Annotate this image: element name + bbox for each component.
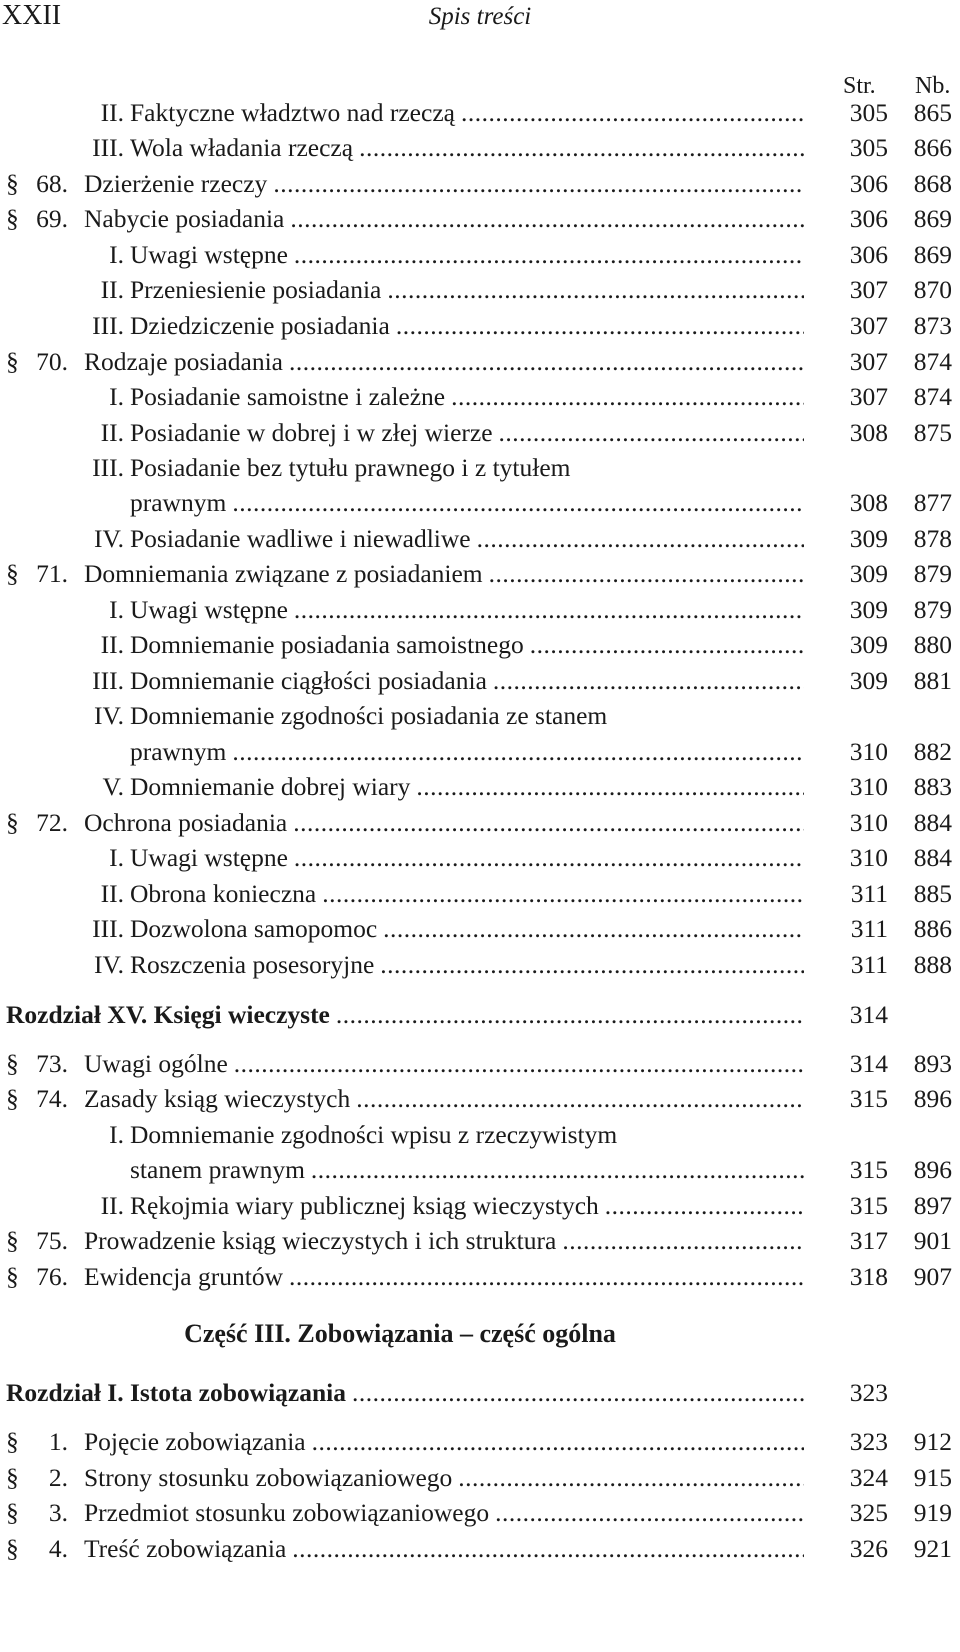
page-ref: 309 [849,630,888,659]
page-ref: 310 [849,737,888,766]
entry-title: Domniemanie zgodności wpisu z rzeczywistym [130,1120,618,1149]
entry-title: Wola władania rzeczą [130,133,354,162]
entry-title: Uwagi wstępne [130,843,288,872]
page-ref: 325 [849,1498,888,1527]
entry-number: IV. [94,950,124,979]
page-ref: 326 [849,1534,888,1563]
page-ref: 305 [849,98,888,127]
page-ref: 306 [849,240,888,269]
entry-title: Posiadanie bez tytułu prawnego i z tytułem [130,453,571,482]
margin-number: 873 [913,311,952,340]
margin-number: 874 [913,382,952,411]
margin-number: 865 [913,98,952,127]
margin-number: 886 [913,914,952,943]
entry-number: I. [109,1120,124,1149]
toc-entry [0,345,960,379]
entry-title: stanem prawnym [130,1155,305,1184]
entry-title: Uwagi wstępne [130,595,288,624]
toc-entry [0,167,960,201]
toc-entry [0,1118,960,1152]
entry-title: Posiadanie w dobrej i w złej wierze [130,418,493,447]
margin-number: 875 [913,418,952,447]
dot-leader [294,593,804,627]
margin-number: 866 [913,133,952,162]
entry-number: IV. [94,701,124,730]
section-sign: § [6,1498,19,1527]
page-ref: 309 [849,524,888,553]
entry-title: Uwagi ogólne [84,1049,228,1078]
dot-leader [461,96,804,130]
entry-number: 2. [48,1463,68,1492]
entry-number: III. [92,453,124,482]
page-ref: 306 [849,204,888,233]
section-sign: § [6,204,19,233]
margin-number: 888 [913,950,952,979]
margin-number: 919 [913,1498,952,1527]
toc-entry [0,522,960,556]
entry-title: Dozwolona samopomoc [130,914,378,943]
margin-number: 897 [913,1191,952,1220]
margin-number: 869 [913,240,952,269]
toc-entry [0,877,960,911]
dot-leader [290,202,804,236]
toc-entry [0,1082,960,1116]
dot-leader [416,770,804,804]
dot-leader [530,628,804,662]
entry-number: III. [92,666,124,695]
toc-entry [0,593,960,627]
page-ref: 324 [849,1463,888,1492]
toc-entry [0,841,960,875]
toc-entry [0,486,960,520]
dot-leader [294,238,804,272]
section-sign: § [6,559,19,588]
page-ref: 307 [849,275,888,304]
entry-number: V. [102,772,124,801]
margin-number: 901 [913,1226,952,1255]
entry-number: III. [92,311,124,340]
margin-number: 884 [913,808,952,837]
toc-entry [0,451,960,485]
toc-entry [0,1461,960,1495]
chapter-row [0,998,960,1032]
entry-title: Dzierżenie rzeczy [84,169,268,198]
dot-leader [289,345,804,379]
entry-number: IV. [94,524,124,553]
entry-title: Ochrona posiadania [84,808,288,837]
margin-number: 907 [913,1262,952,1291]
page-ref: 323 [849,1378,888,1407]
dot-leader [499,416,804,450]
section-sign: § [6,1534,19,1563]
toc-entry [0,806,960,840]
entry-title: Nabycie posiadania [84,204,285,233]
page-ref: 311 [850,879,888,908]
running-title: Spis treści [428,3,532,30]
margin-number: 896 [913,1084,952,1113]
margin-number: 884 [913,843,952,872]
entry-title: prawnym [130,488,227,517]
page-ref: 305 [849,133,888,162]
column-header-nb: Nb. [915,73,951,99]
dot-leader [356,1082,804,1116]
dot-leader [292,1532,804,1566]
entry-title: Przeniesienie posiadania [130,275,382,304]
margin-number: 868 [913,169,952,198]
page-ref: 307 [849,311,888,340]
toc-entry [0,309,960,343]
margin-number: 879 [913,595,952,624]
entry-title: Ewidencja gruntów [84,1262,283,1291]
margin-number: 878 [913,524,952,553]
page-ref: 315 [849,1155,888,1184]
entry-title: prawnym [130,737,227,766]
entry-number: 72. [36,808,68,837]
entry-title: Pojęcie zobowiązania [84,1427,306,1456]
toc-entry [0,1532,960,1566]
toc-entry [0,273,960,307]
dot-leader [489,557,804,591]
section-sign: § [6,1049,19,1078]
entry-number: 69. [36,204,68,233]
toc-entry [0,238,960,272]
toc-entry [0,770,960,804]
page-ref: 307 [849,347,888,376]
page-ref: 315 [849,1191,888,1220]
dot-leader [387,273,804,307]
section-sign: § [6,1226,19,1255]
page-ref: 306 [849,169,888,198]
entry-number: II. [100,879,124,908]
toc-entry [0,1047,960,1081]
entry-title: Rozdział XV. Księgi wieczyste [6,1000,330,1029]
margin-number: 874 [913,347,952,376]
dot-leader [293,806,804,840]
entry-number: 3. [48,1498,68,1527]
toc-entry [0,1224,960,1258]
entry-title: Rozdział I. Istota zobowiązania [6,1378,346,1407]
section-sign: § [6,1463,19,1492]
toc-entry [0,912,960,946]
page-ref: 323 [849,1427,888,1456]
entry-title: Domniemanie ciągłości posiadania [130,666,487,695]
entry-number: II. [100,630,124,659]
entry-title: Domniemanie posiadania samoistnego [130,630,524,659]
section-sign: § [6,808,19,837]
dot-leader [396,309,804,343]
margin-number: 869 [913,204,952,233]
page-ref: 309 [849,559,888,588]
section-sign: § [6,347,19,376]
page-ref: 315 [849,1084,888,1113]
dot-leader [495,1496,804,1530]
entry-number: II. [100,1191,124,1220]
margin-number: 921 [913,1534,952,1563]
toc-entry [0,557,960,591]
margin-number: 912 [913,1427,952,1456]
entry-number: 4. [48,1534,68,1563]
dot-leader [493,664,804,698]
margin-number: 879 [913,559,952,588]
entry-title: Roszczenia posesoryjne [130,950,375,979]
dot-leader [289,1260,804,1294]
entry-title: Domniemania związane z posiadaniem [84,559,483,588]
margin-number: 881 [913,666,952,695]
margin-number: 877 [913,488,952,517]
toc-entry [0,664,960,698]
toc-entry [0,131,960,165]
toc-entry [0,380,960,414]
entry-title: Strony stosunku zobowiązaniowego [84,1463,453,1492]
dot-leader [605,1189,804,1223]
toc-entry [0,1153,960,1187]
toc-entry [0,735,960,769]
page-ref: 310 [849,772,888,801]
margin-number: 893 [913,1049,952,1078]
page-number: XXII [2,0,62,31]
entry-title: Domniemanie zgodności posiadania ze stanem [130,701,608,730]
dot-leader [273,167,804,201]
dot-leader [322,877,804,911]
margin-number: 896 [913,1155,952,1184]
dot-leader [562,1224,804,1258]
page-ref: 309 [849,666,888,695]
dot-leader [383,912,804,946]
dot-leader [294,841,804,875]
page-ref: 308 [849,418,888,447]
entry-number: 1. [48,1427,68,1456]
page-ref: 317 [849,1226,888,1255]
entry-title: Rodzaje posiadania [84,347,283,376]
toc-entry [0,1189,960,1223]
entry-number: 73. [36,1049,68,1078]
section-sign: § [6,1427,19,1456]
toc-entry [0,1260,960,1294]
part-title: Część III. Zobowiązania – część ogólna [184,1319,616,1348]
toc-entry [0,948,960,982]
dot-leader [336,998,804,1032]
entry-number: II. [100,98,124,127]
page-ref: 318 [849,1262,888,1291]
dot-leader [232,486,804,520]
entry-title: Rękojmia wiary publicznej ksiąg wieczystych [130,1191,599,1220]
dot-leader [234,1047,804,1081]
dot-leader [232,735,804,769]
dot-leader [359,131,804,165]
entry-number: 71. [36,559,68,588]
entry-title: Faktyczne władztwo nad rzeczą [130,98,455,127]
entry-number: 74. [36,1084,68,1113]
toc-entry [0,1425,960,1459]
section-sign: § [6,169,19,198]
margin-number: 885 [913,879,952,908]
page-ref: 309 [849,595,888,624]
page-ref: 310 [849,808,888,837]
section-sign: § [6,1084,19,1113]
entry-number: III. [92,133,124,162]
margin-number: 882 [913,737,952,766]
entry-title: Przedmiot stosunku zobowiązaniowego [84,1498,490,1527]
entry-number: 70. [36,347,68,376]
section-sign: § [6,1262,19,1291]
dot-leader [451,380,804,414]
entry-number: II. [100,275,124,304]
entry-title: Uwagi wstępne [130,240,288,269]
dot-leader [352,1376,804,1410]
toc-entry [0,699,960,733]
margin-number: 915 [913,1463,952,1492]
toc-entry [0,96,960,130]
entry-number: II. [100,418,124,447]
entry-number: I. [109,382,124,411]
entry-title: Domniemanie dobrej wiary [130,772,411,801]
column-header-str: Str. [843,73,876,99]
entry-number: I. [109,595,124,624]
entry-number: 76. [36,1262,68,1291]
margin-number: 883 [913,772,952,801]
entry-title: Posiadanie samoistne i zależne [130,382,446,411]
toc-entry [0,1496,960,1530]
entry-number: III. [92,914,124,943]
entry-title: Zasady ksiąg wieczystych [84,1084,351,1113]
page-ref: 314 [849,1049,888,1078]
entry-title: Posiadanie wadliwe i niewadliwe [130,524,471,553]
page-ref: 314 [849,1000,888,1029]
margin-number: 870 [913,275,952,304]
entry-number: I. [109,240,124,269]
entry-number: 68. [36,169,68,198]
page-ref: 311 [850,950,888,979]
page-ref: 311 [850,914,888,943]
entry-number: I. [109,843,124,872]
entry-title: Obrona konieczna [130,879,317,908]
entry-number: 75. [36,1226,68,1255]
toc-entry [0,202,960,236]
toc-entry [0,416,960,450]
page-ref: 308 [849,488,888,517]
dot-leader [380,948,804,982]
dot-leader [311,1153,804,1187]
entry-title: Dziedziczenie posiadania [130,311,390,340]
page-ref: 310 [849,843,888,872]
margin-number: 880 [913,630,952,659]
entry-title: Treść zobowiązania [84,1534,287,1563]
entry-title: Prowadzenie ksiąg wieczystych i ich struktura [84,1226,557,1255]
toc-entry [0,628,960,662]
chapter-row [0,1376,960,1410]
dot-leader [477,522,804,556]
dot-leader [312,1425,804,1459]
dot-leader [458,1461,804,1495]
page-ref: 307 [849,382,888,411]
